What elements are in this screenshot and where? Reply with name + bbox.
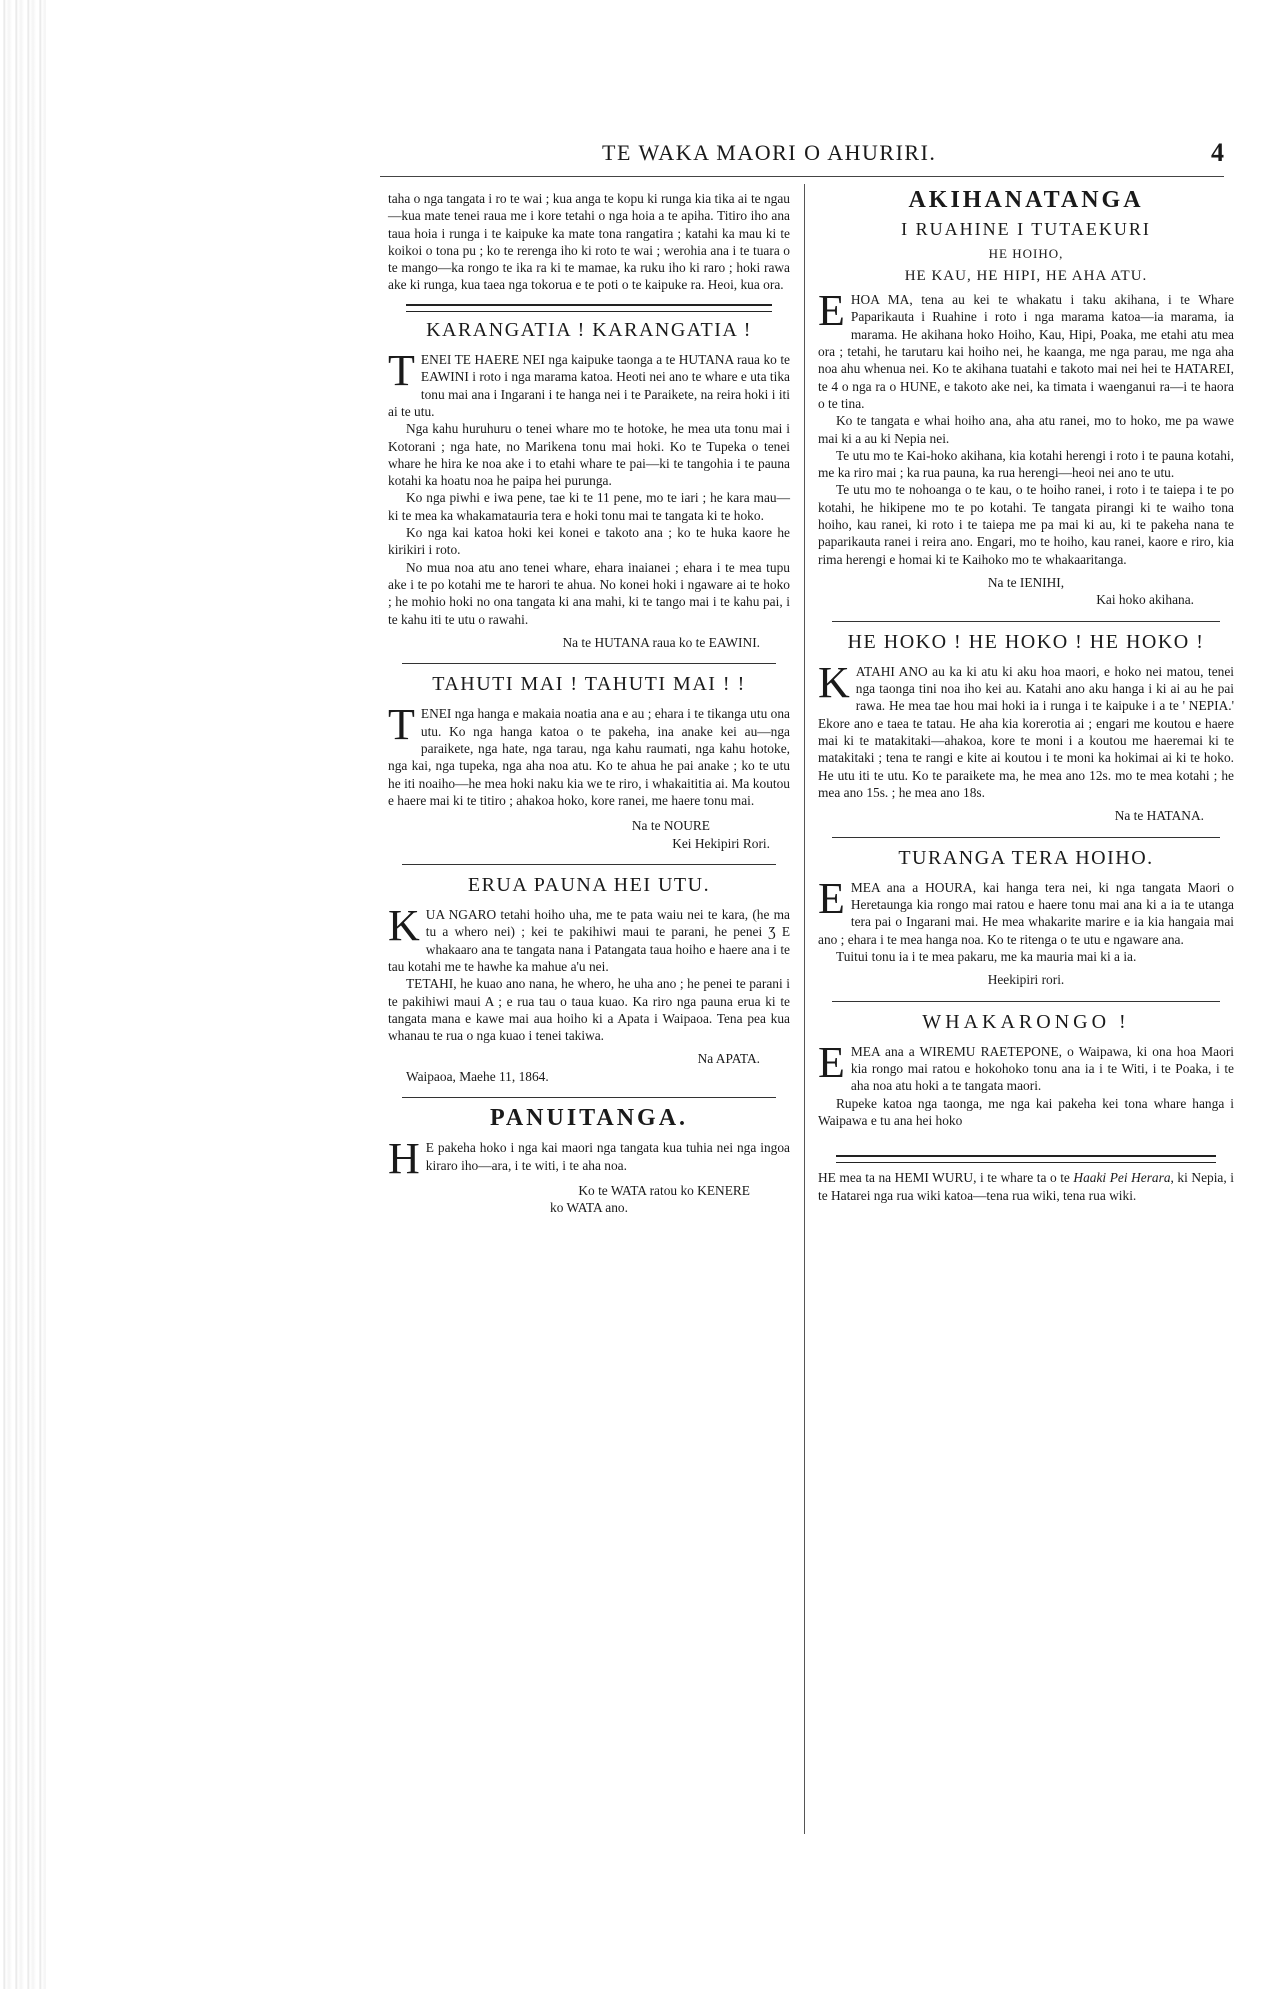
akihanatanga-paragraph: EHOA MA, tena au kei te whakatu i taku akihana, i te Whare Paparikauta i Ruahine i roto i nga marama katoa—ia marama, ia marama. He akihana hoko Hoiho, Kau, Hipi, Poaka, me etahi atu mea ora ; tetahi, he tarutaru kai hoiho nei, he kaanga, me nga parau, me nga aha noa ahu whenua nei. Ko te akihana tuatahi e takoto mai nei hei te HATAREI, te 4 o nga ra o HUNE, e takoto ake nei, ka timata i waenganui ra—i te haora o te tina.	[818, 286, 1234, 411]
drop-cap: E	[818, 873, 845, 923]
akihanatanga-paragraph: Te utu mo te Kai-hoko akihana, kia kotahi herengi i roto i te pauna kotahi, me ka riro mai ; ka rua pauna, ka rua herengi—heoi nei ano te utu.	[818, 447, 1234, 481]
page-number: 4	[1211, 138, 1224, 167]
akihanatanga-paragraph: Ko te tangata e whai hoiho ana, aha atu ranei, mo to hoko, me pa wawe mai ki a au ki Nepia nei.	[818, 413, 1234, 446]
drop-cap: K	[818, 657, 850, 707]
karangatia-section	[388, 318, 790, 651]
drop-cap: E	[818, 286, 845, 336]
erua-pauna-heading: ERUA PAUNA HEI UTU.	[467, 873, 711, 896]
masthead	[380, 140, 1224, 180]
turanga-heading: TURANGA TERA HOIHO.	[898, 846, 1154, 869]
tahuti-paragraph: TENEI nga hanga e makaia noatia ana e au ; ehara i te tikanga utu ona utu. Ko nga hanga katoa o te pakeha, ina anake kei au—nga paraikete, nga hate, nga tarau, nga kahu raumati, nga kahu hotoke, nga kai, nga tupeka, nga aha noa atu. Ko te ahua he pai anake ; ko te utu he iti noaiho—he mea hoki naku kia we te riro, i whakaititia ai. Ma koutou e haere mai ki te titiro ; ahakoa hoko, kore ranei, me haere tonu mai.	[388, 700, 790, 808]
right-column	[818, 187, 1234, 1204]
header-rule	[380, 176, 1224, 177]
tahuti-signature-place: Kei Hekipiri Rori.	[672, 835, 770, 851]
he-hoko-paragraph: KATAHI ANO au ka ki atu ki aku hoa maori, e hoko nei matou, tenei nga taonga tini noa iho kei au. Katahi ano aku hanga i ki ai au he pai rawa. He mea tae hou mai hoki ia i runga i te kaipuke i a te ' NEPIA.' Ekore ano e taea te tatau. He aha kia korerotia ai ; engari me koutou e haere mai ki te matakitaki—ahakoa, kore te moni i a koutou me haeremai ki te matakitaki ; tena te rangi e kite ai koutou i te moni ka hokimai ai ki te hoko. He utu iti te utu. Ko te paraikete ma, he mea ano 12s. mo te mea kotahi ; he mea ano 15s. ; he mea ano 18s.	[818, 657, 1234, 800]
panuitanga-section	[388, 1105, 790, 1216]
akihanatanga-subheading: HE KAU, HE HIPI, HE AHA ATU.	[904, 267, 1148, 284]
column-divider	[804, 184, 805, 1834]
akihanatanga-subheading: HE HOIHO,	[988, 245, 1064, 261]
drop-cap: T	[388, 346, 415, 396]
turanga-section	[818, 846, 1234, 989]
he-hoko-signature: Na te HATANA.	[1114, 808, 1204, 824]
panuitanga-heading: PANUITANGA.	[489, 1105, 689, 1132]
tahuti-section	[388, 673, 790, 852]
karangatia-paragraph: Ko nga kai katoa hoki kei konei e takoto ana ; ko te huka kaore he kirikiri i roto.	[388, 525, 790, 558]
panuitanga-signature-line2: ko WATA ano.	[550, 1200, 628, 1216]
karangatia-heading: KARANGATIA ! KARANGATIA !	[426, 318, 752, 341]
left-column	[388, 190, 790, 1217]
section-rule	[836, 1155, 1216, 1163]
akihanatanga-signature-title: Kai hoko akihana.	[1096, 592, 1194, 608]
drop-cap: H	[388, 1134, 420, 1184]
whakarongo-paragraph: EMEA ana a WIREMU RAETEPONE, o Waipawa, ki ona hoa Maori kia rongo mai ratou e hokohoko tonu ana ia i te Witi, i te Poaka, i te aha noa atu hoki a te tangata maori.	[818, 1037, 1234, 1094]
he-hoko-heading: HE HOKO ! HE HOKO ! HE HOKO !	[847, 630, 1205, 653]
akihanatanga-signature-name: Na te IENIHI,	[987, 574, 1065, 590]
turanga-paragraph: Tuitui tonu ia i te mea pakaru, me ka mauria mai ki a ia.	[836, 948, 1137, 964]
karangatia-paragraph: Nga kahu huruhuru o tenei whare mo te hotoke, he mea uta tonu mai i Kotorani ; nga hate, no Marikena tonu mai hoki. Ko te Tupeka o tenei whare he hira ke noa ake i to etahi whare te pai—ki te tangohia i te pauna kotahi ka hoatu noa he paipa hei purunga.	[388, 421, 790, 489]
karangatia-paragraph: TENEI TE HAERE NEI nga kaipuke taonga a te HUTANA raua ko te EAWINI i roto i nga marama katoa. Heoti nei ano te whare e uta tika tonu mai ana i Ingarani i te hanga nei i te Paraikete, na reira hoki i iti ai te utu.	[388, 346, 790, 419]
drop-cap: E	[818, 1037, 845, 1087]
he-hoko-section	[818, 630, 1234, 825]
karangatia-signature: Na te HUTANA raua ko te EAWINI.	[562, 634, 760, 650]
printer-notice: HE mea ta na HEMI WURU, i te whare ta o te Haaki Pei Herara, ki Nepia, i te Hatarei nga rua wiki katoa—tena rua wiki, tena rua wiki.	[818, 1170, 1234, 1203]
erua-pauna-section	[388, 873, 790, 1085]
karangatia-paragraph: Ko nga piwhi e iwa pene, tae ki te 11 pene, mo te iari ; he kara mau—ki te mea ka whakamatauria tera e hoki tonu mai te tangata ki te hoko.	[388, 490, 790, 523]
akihanatanga-section	[818, 187, 1234, 609]
whakarongo-section	[818, 1010, 1234, 1130]
tahuti-signature-name: Na te NOURE	[631, 818, 710, 834]
erua-pauna-paragraph: TETAHI, he kuao ano nana, he whero, he uha ano ; he penei te parani i te pakihiwi maui A ; e rua tau o taua kuao. Ka riro nga pauna erua ki te tangata mana e kawe mai aua hoiho ki a Apata i Waipaoa. Tena pea kua whanau te rua o nga kuao i tenei takiwa.	[388, 976, 790, 1044]
karangatia-paragraph: No mua noa atu ano tenei whare, ehara inaianei ; ehara i te mea tupu ake i te po kotahi me te harori te ahua. No konei hoki i ngaware ai te hoko ; he mohio hoki no ona tangata ki ana mahi, ki te tango mai i te kahu pai, i te kahu iti te utu o rawahi.	[388, 559, 790, 627]
turanga-signature: Heekipiri rori.	[987, 972, 1065, 988]
tahuti-heading: TAHUTI MAI ! TAHUTI MAI ! !	[432, 673, 746, 696]
turanga-paragraph: EMEA ana a HOURA, kai hanga tera nei, ki nga tangata Maori o Heretaunga kia rongo mai ratou e haere tonu mai ana ki a ia te utanga tera pai o Ingarani mai. He mea whakarite marire e ia kia hangaia mai ano ; ehara i te mea hanga noa. Ko te ritenga o te utu e ngaware ana.	[818, 873, 1234, 947]
erua-pauna-dateline: Waipaoa, Maehe 11, 1864.	[406, 1068, 549, 1084]
section-rule	[402, 864, 776, 865]
erua-pauna-signature: Na APATA.	[697, 1051, 760, 1067]
drop-cap: T	[388, 700, 415, 750]
whakarongo-paragraph: Rupeke katoa nga taonga, me nga kai pakeha kei tona whare hanga i Waipawa e tu ana hei hoko	[818, 1095, 1234, 1129]
section-rule	[406, 304, 772, 312]
akihanatanga-paragraph: Te utu mo te nohoanga o te kau, o te hoiho ranei, i roto i te taiepa i te po kotahi, he hikipene mo te po kotahi. Te tangata pirangi ki te waiho tona hoiho, kau ranei, ki roto i te taiepa me pa mai ki au, ki te pakeha nana te paparikauta ranei i reira ano. Engari, mo te hoiho, kau ranei, kaore e riro, kia rima herengi e homai ki te Kaihoko mo te whakaaritanga.	[818, 482, 1234, 567]
akihanatanga-heading: AKIHANATANGA	[908, 187, 1144, 213]
section-rule	[832, 621, 1220, 622]
section-rule	[832, 837, 1220, 838]
drop-cap: K	[388, 901, 420, 951]
panuitanga-signature-line1: Ko te WATA ratou ko KENERE	[578, 1182, 750, 1198]
page-title: TE WAKA MAORI O AHURIRI.	[602, 140, 937, 165]
panuitanga-paragraph: H E pakeha hoko i nga kai maori nga tangata kua tuhia nei nga ingoa kiraro iho—ara, i te witi, i te aha noa.	[388, 1134, 790, 1184]
binding-edge	[0, 0, 46, 1989]
section-rule	[832, 1001, 1220, 1002]
section-rule	[402, 663, 776, 664]
section-rule	[402, 1097, 776, 1098]
intro-paragraph: taha o nga tangata i ro te wai ; kua anga te kopu ki runga kia tika ai te ngau—kua mate tenei raua me i kore tetahi o nga hoia a te apiha. Titiro iho ana taua hoia i runga i te kaipuke ka mate tona rangatira ; katahi ka mau ki te koikoi o tona pu ; ko te rerenga iho ki roto te wai ; werohia ana i te tuara o te mango—ka rongo te ika ra ki te mamae, ka ruku iho ki raro ; hoki rawa ake ki runga, kua taea nga tokorua e te poti o te kaipuke ra. Heoi, kua ora.	[388, 191, 790, 293]
akihanatanga-subheading: I RUAHINE I TUTAEKURI	[901, 219, 1151, 240]
whakarongo-heading: WHAKARONGO !	[922, 1010, 1130, 1033]
erua-pauna-paragraph: KUA NGARO tetahi hoiho uha, me te pata waiu nei te kara, (he ma tu a whero nei) ; kei te pakihiwi maui te parani, he penei Ʒ E whakaaro ana te tangata nana i Patangata taua hoiho e haere ana i te tau kotahi me te hawhe ka mahue a'u nei.	[388, 901, 790, 974]
